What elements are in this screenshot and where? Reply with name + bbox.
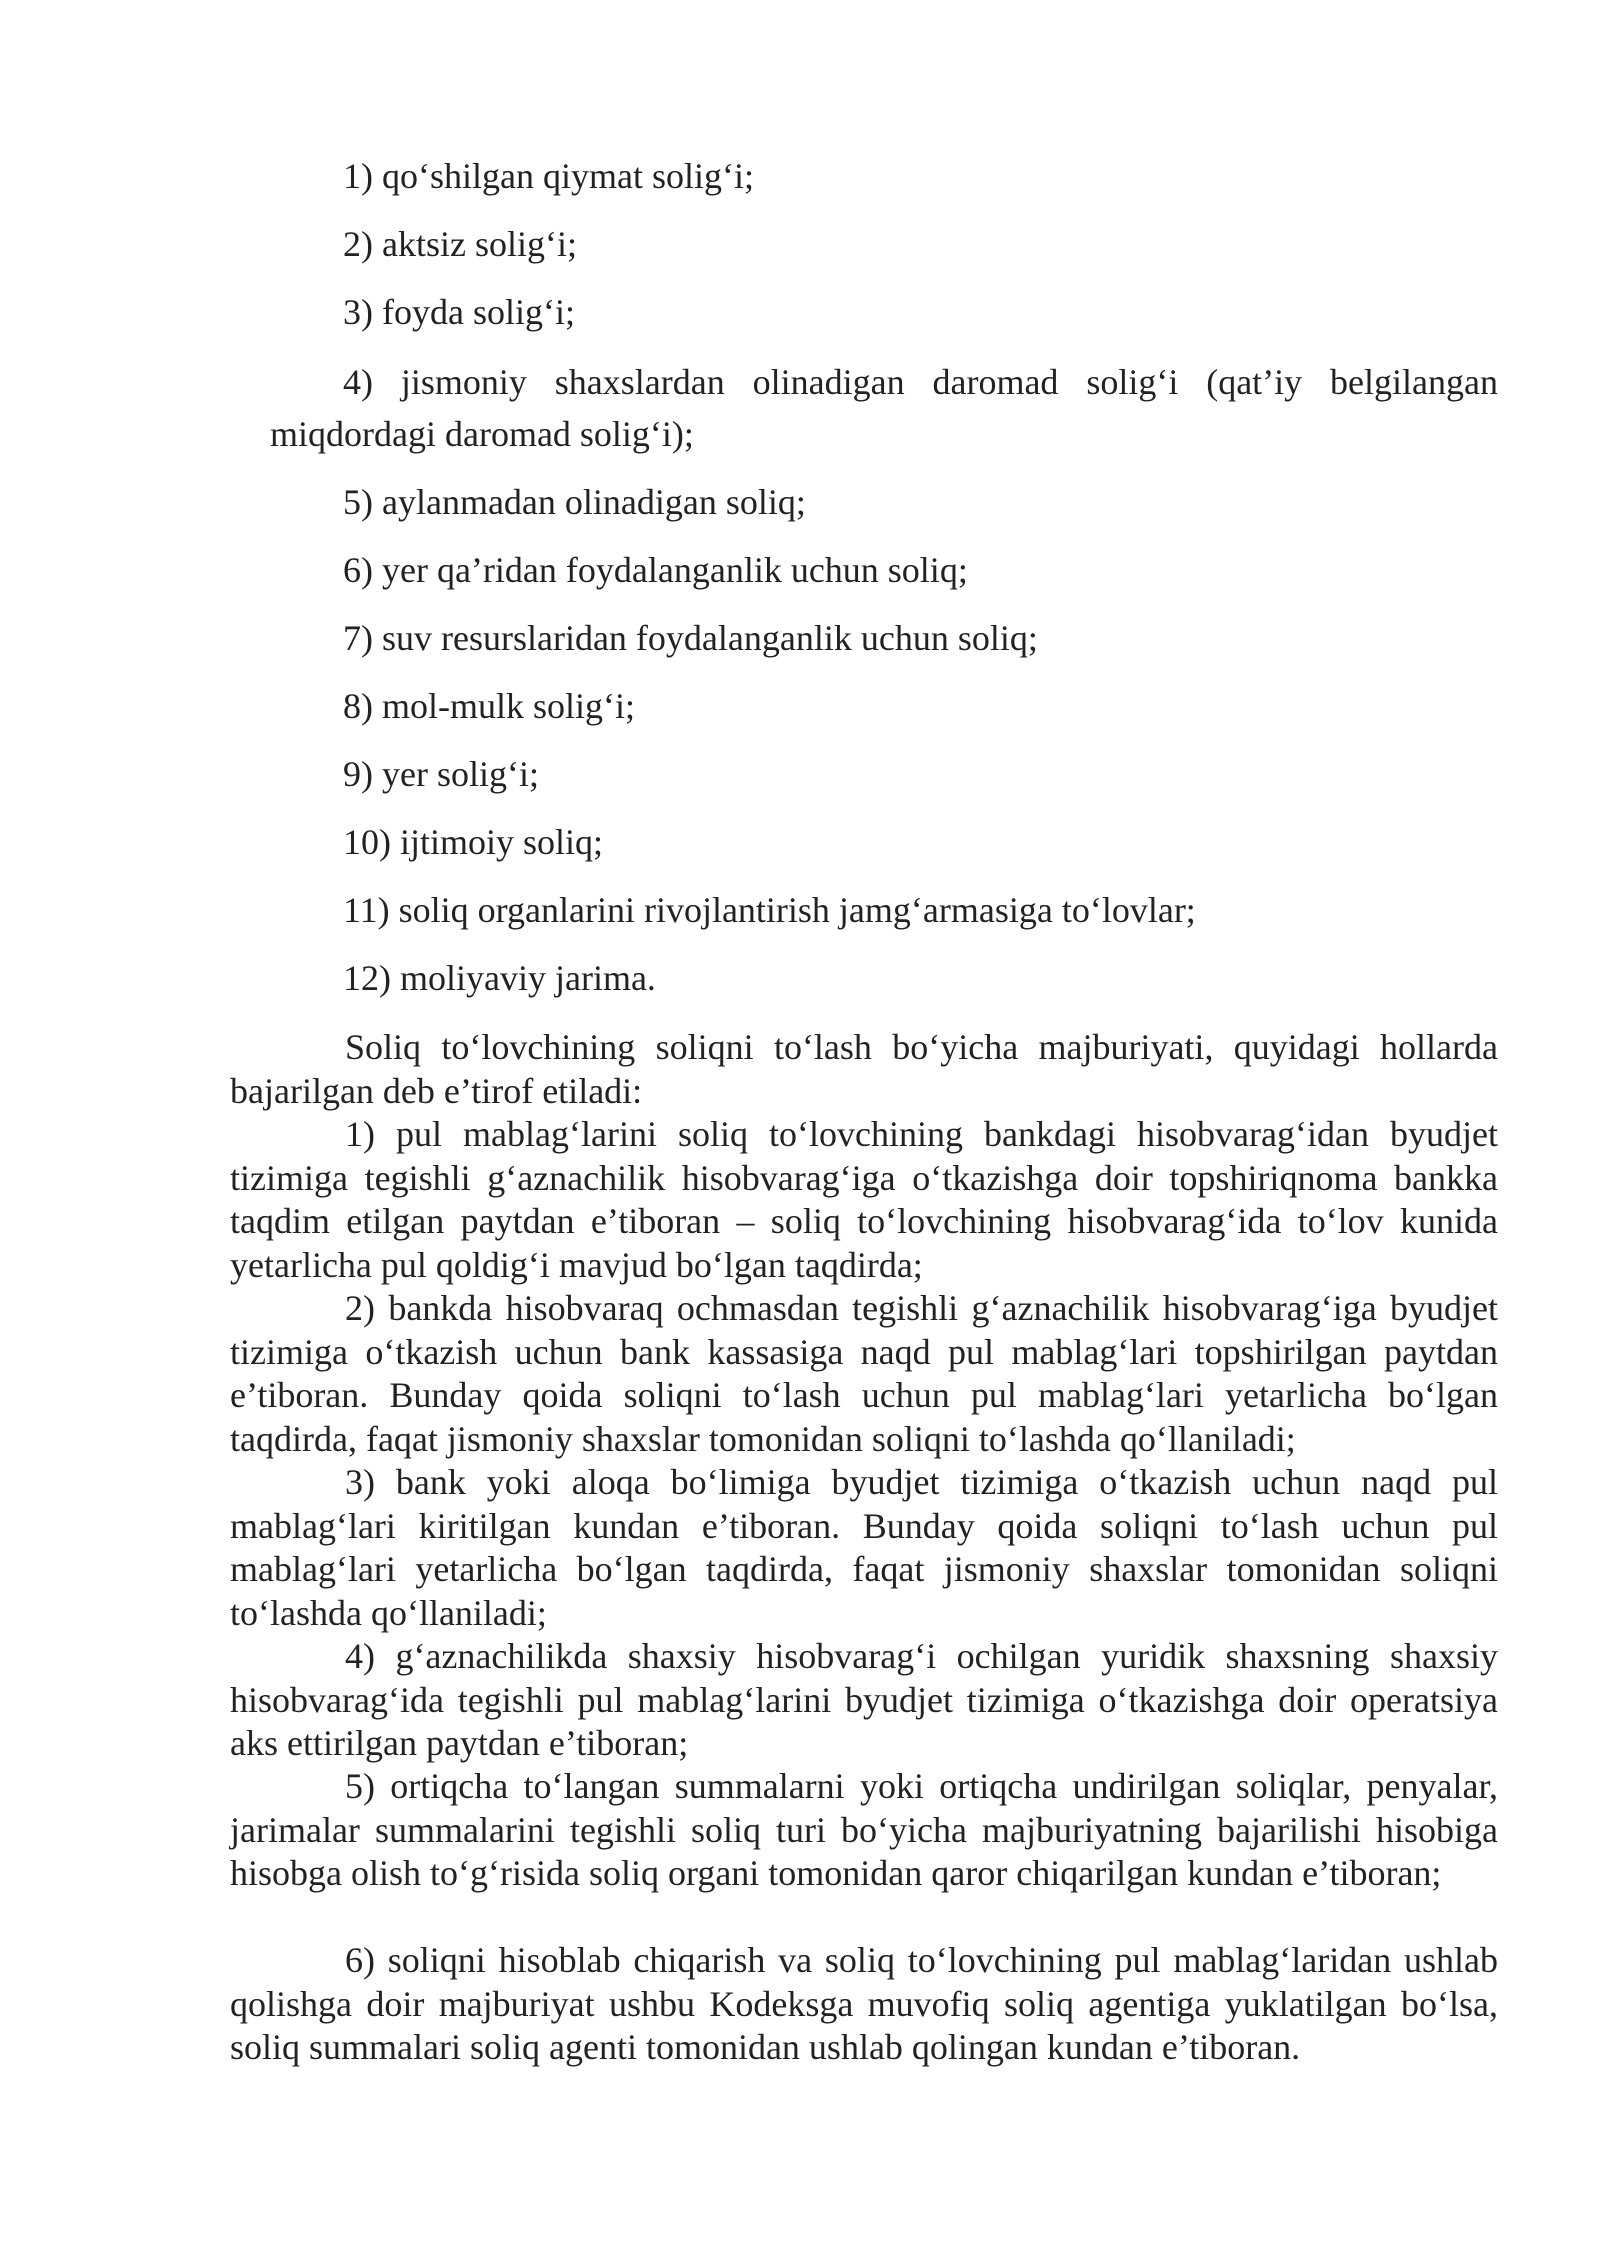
condition-text-5: 5) ortiqcha to‘langan summalarni yoki ortiqcha undirilgan soliqlar, penyalar, jarimalar summalarini tegishli soliq turi bo‘yicha majburiyatning bajarilishi hisobiga hisobga olish to‘g‘risida soliq organi tomonidan qaror chiqarilgan kundan e’tiboran; xyxy=(230,1766,1498,1893)
tax-list-item-6: 6) yer qa’ridan foydalanganlik uchun soliq; xyxy=(343,550,968,590)
tax-list-item-4-line-2: miqdordagi daromad solig‘i); xyxy=(270,414,694,454)
condition-paragraph-6 xyxy=(230,1939,1498,2070)
tax-list-item-10: 10) ijtimoiy soliq; xyxy=(343,822,604,862)
condition-paragraph-4 xyxy=(230,1635,1498,1766)
tax-list-item-8: 8) mol-mulk solig‘i; xyxy=(343,686,635,726)
tax-list-item-5: 5) aylanmadan olinadigan soliq; xyxy=(343,482,806,522)
condition-paragraph-1 xyxy=(230,1113,1498,1287)
obligation-intro-paragraph xyxy=(230,1026,1498,1113)
tax-list-item-11: 11) soliq organlarini rivojlantirish jamg‘armasiga to‘lovlar; xyxy=(343,890,1196,930)
tax-list-item-12: 12) moliyaviy jarima. xyxy=(343,958,656,998)
condition-paragraph-3 xyxy=(230,1461,1498,1635)
condition-text-1: 1) pul mablag‘larini soliq to‘lovchining bankdagi hisobvarag‘idan byudjet tizimiga tegishli g‘aznachilik hisobvarag‘iga o‘tkazishga doir topshiriqnoma bankka taqdim etilgan paytdan e’tiboran – soliq to‘lovchining hisobvarag‘ida to‘lov kunida yetarlicha pul qoldig‘i mavjud bo‘lgan taqdirda; xyxy=(230,1114,1498,1285)
tax-list-item-4-line-1: 4) jismoniy shaxslardan olinadigan daromad solig‘i (qat’iy belgilangan xyxy=(343,362,1498,402)
condition-text-2: 2) bankda hisobvaraq ochmasdan tegishli g‘aznachilik hisobvarag‘iga byudjet tizimiga o‘tkazish uchun bank kassasiga naqd pul mablag‘lari topshirilgan paytdan e’tiboran. Bunday qoida soliqni to‘lash uchun pul mablag‘lari yetarlicha bo‘lgan taqdirda, faqat jismoniy shaxslar tomonidan soliqni to‘lashda qo‘llaniladi; xyxy=(230,1288,1498,1459)
tax-list-item-2: 2) aktsiz solig‘i; xyxy=(343,224,577,264)
tax-list-item-9: 9) yer solig‘i; xyxy=(343,754,539,794)
tax-list-item-4 xyxy=(270,356,1498,460)
condition-paragraph-2 xyxy=(230,1287,1498,1461)
condition-text-4: 4) g‘aznachilikda shaxsiy hisobvarag‘i ochilgan yuridik shaxsning shaxsiy hisobvarag‘ida tegishli pul mablag‘larini byudjet tizimiga o‘tkazishga doir operatsiya aks ettirilgan paytdan e’tiboran; xyxy=(230,1636,1498,1763)
condition-text-6: 6) soliqni hisoblab chiqarish va soliq to‘lovchining pul mablag‘laridan ushlab qolishga doir majburiyat ushbu Kodeksga muvofiq soliq agentiga yuklatilgan bo‘lsa, soliq summalari soliq agenti tomonidan ushlab qolingan kundan e’tiboran. xyxy=(230,1940,1498,2067)
condition-paragraph-5 xyxy=(230,1765,1498,1896)
condition-text-3: 3) bank yoki aloqa bo‘limiga byudjet tizimiga o‘tkazish uchun naqd pul mablag‘lari kiritilgan kundan e’tiboran. Bunday qoida soliqni to‘lash uchun pul mablag‘lari yetarlicha bo‘lgan taqdirda, faqat jismoniy shaxslar tomonidan soliqni to‘lashda qo‘llaniladi; xyxy=(230,1462,1498,1633)
tax-list-item-3: 3) foyda solig‘i; xyxy=(343,292,575,332)
tax-list-item-7: 7) suv resurslaridan foydalanganlik uchun soliq; xyxy=(343,618,1038,658)
obligation-intro-text: Soliq to‘lovchining soliqni to‘lash bo‘yicha majburiyati, quyidagi hollarda bajarilgan deb e’tirof etiladi: xyxy=(230,1027,1498,1111)
tax-list-item-1: 1) qo‘shilgan qiymat solig‘i; xyxy=(343,156,754,196)
